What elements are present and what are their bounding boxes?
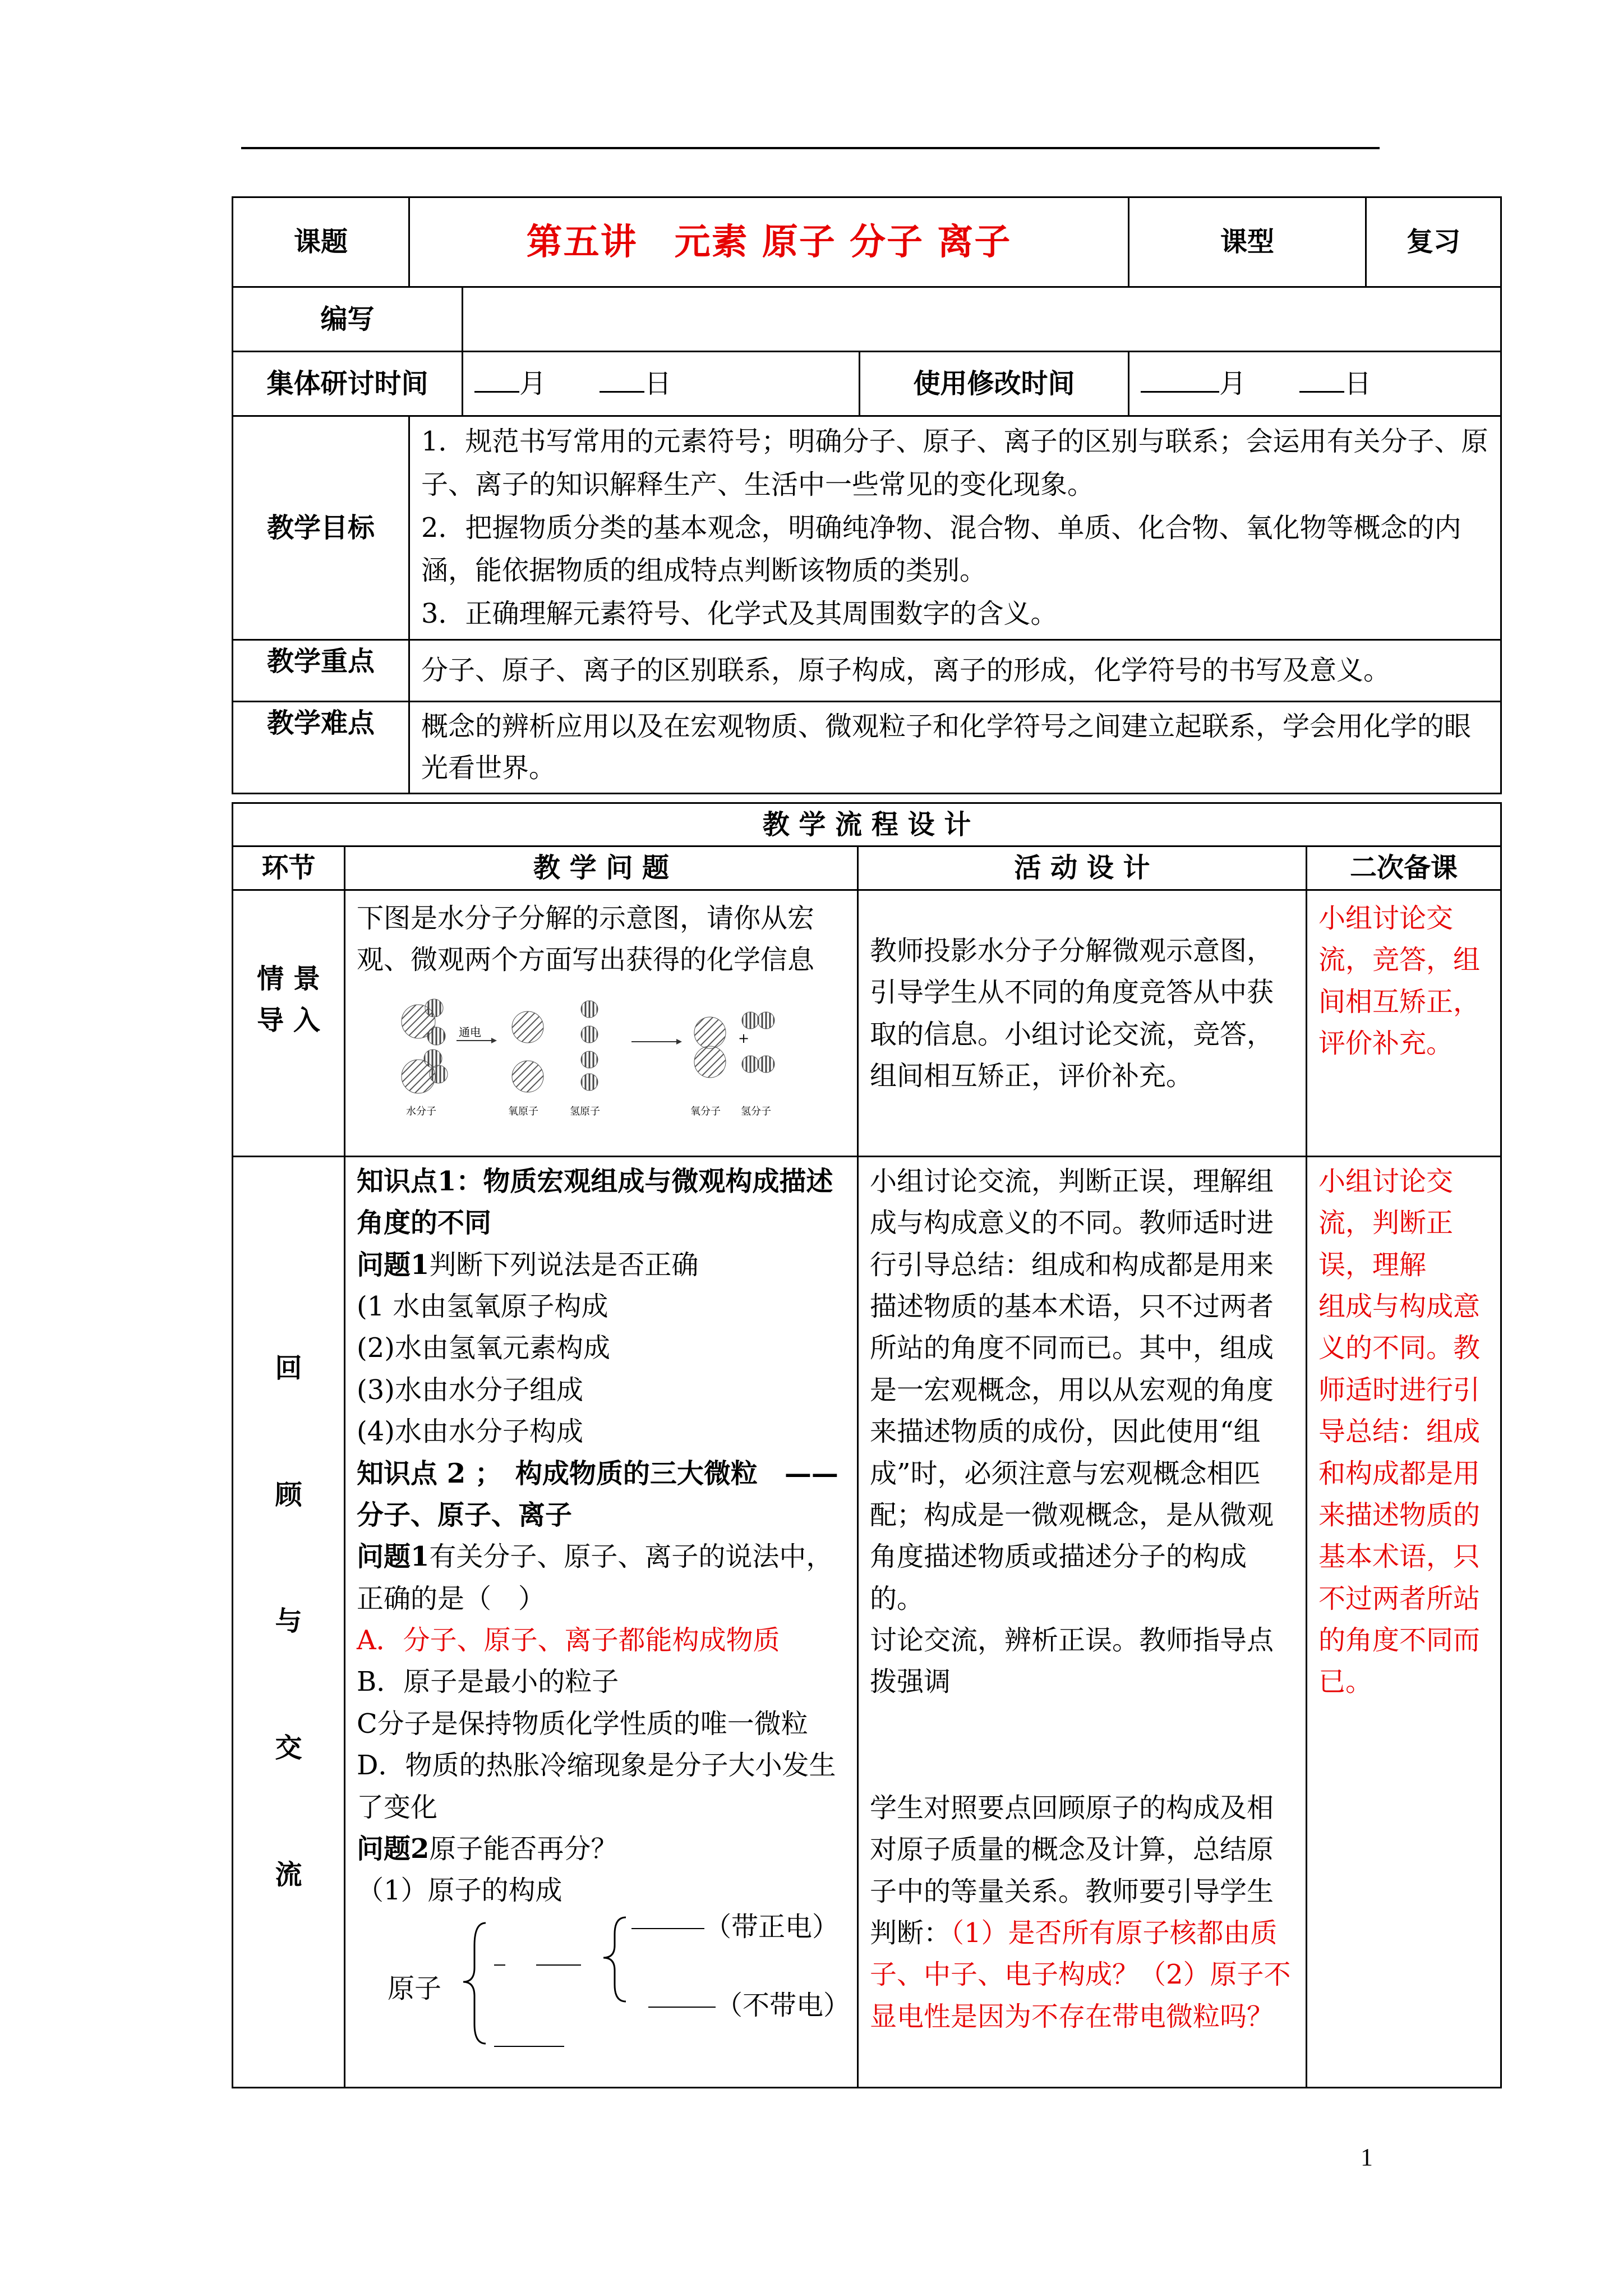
svg-text:+: + [738,1030,750,1046]
q1-item-3: (3)水由水分子组成 [357,1374,583,1406]
label-hydrogen-molecule: 氢分子 [741,1105,771,1117]
question-1: 问题1判断下列说法是否正确 [357,1249,699,1281]
page-title: 第五讲 元素 原子 分子 离子 [409,197,1129,287]
teaching-goals [409,416,1501,640]
stage-review: 回 顾 与 交 流 [233,1156,345,2087]
goal-1: 1．规范书写常用的元素符号；明确分子、原子、离子的区别与联系；会运用有关分子、原子、离子的知识解释生产、生活中一些常见的变化现象。 [421,426,1488,500]
col-stage: 环节 [233,846,345,890]
flow-title: 教 学 流 程 设 计 [233,803,1501,846]
intro-question-text: 下图是水分子分解的示意图，请你从宏观、微观两个方面写出获得的化学信息 [357,902,815,976]
author-field [463,287,1501,352]
goal-2: 2．把握物质分类的基本观念，明确纯净物、混合物、单质、化合物、氧化物等概念的内涵，能依据物质的组成特点判断该物质的类别。 [421,512,1461,587]
label-author: 编写 [233,287,463,352]
page-number: 1 [1361,2143,1373,2171]
activity-1: 小组讨论交流，判断正误，理解组成与构成意义的不同。教师适时进行引导总结：组成和构成都是用来描述物质的基本术语，只不过两者所站的角度不同而已。其中，组成是一宏观概念，用以从宏观的角度来描述物质的成份，因此使用“组成”时，必须注意与宏观概念相匹配；构成是一微观概念，是从微观角度描述物质或描述分子的构成的。 [870,1165,1274,1614]
q1-item-2: (2)水由氢氧元素构成 [357,1332,610,1364]
label-oxygen-molecule: 氧分子 [690,1105,721,1117]
use-time-field: 月 日 [1129,352,1501,416]
teaching-flow-table [232,802,1502,2088]
col-notes: 二次备课 [1307,846,1501,890]
label-neutral: （不带电） [716,1989,851,2021]
water-molecules [402,999,448,1093]
goal-3: 3．正确理解元素符号、化学式及其周围数字的含义。 [421,598,1058,630]
product-molecules [694,1012,774,1078]
q3-subtitle: （1）原子的构成 [357,1875,562,1907]
intro-question [345,890,858,1156]
option-b: B．原子是最小的粒子 [357,1666,619,1698]
label-use-time: 使用修改时间 [860,352,1129,416]
review-notes: 小组讨论交流，判断正误，理解 组成与构成意义的不同。教师适时进行引导总结：组成和构成都是用来描述物质的基本术语，只不过两者所站的角度不同而已。 [1307,1156,1501,2087]
q1-item-1: (1 水由氢氧原子构成 [357,1290,608,1322]
intro-notes: 小组讨论交流，竞答，组间相互矫正，评价补充。 [1307,890,1501,1156]
label-teaching-goals: 教学目标 [233,416,409,640]
q1-item-4: (4)水由水分子构成 [357,1416,583,1448]
question-3: 问题2原子能否再分？ [357,1833,618,1865]
stage-intro: 情 景 导 入 [233,890,345,1156]
label-topic: 课题 [233,197,409,287]
label-difficulties: 教学难点 [233,701,409,793]
key-points-text: 分子、原子、离子的区别联系，原子构成，离子的形成，化学符号的书写及意义。 [409,639,1501,701]
option-c: C分子是保持物质化学性质的唯一微粒 [357,1708,808,1740]
option-d: D．物质的热胀冷缩现象是分子大小发生了变化 [357,1750,836,1823]
intro-activity: 教师投影水分子分解微观示意图，引导学生从不同的角度竞答从中获取的信息。小组讨论交流，竞答，组间相互矫正，评价补充。 [858,890,1307,1156]
question-2: 问题1有关分子、原子、离子的说法中，正确的是（ ） [357,1541,833,1614]
header-rule [241,147,1380,149]
knowledge-point-1: 知识点1：物质宏观组成与微观构成描述角度的不同 [357,1165,833,1239]
review-activities [858,1156,1307,2087]
option-a: A．分子、原子、离子都能构成物质 [357,1625,780,1657]
label-key-points: 教学重点 [233,639,409,701]
label-positive: （带正电） [704,1911,840,1943]
label-group-time: 集体研讨时间 [233,352,463,416]
activity-3: 学生对照要点回顾原子的构成及相对原子质量的概念及计算，总结原子中的等量关系。教师要引导学生判断：（1）是否所有原子核都由质子、中子、电子构成？（2）原子不显电性是因为不存在带电微粒吗？ [870,1792,1291,2032]
label-oxygen-atom: 氧原子 [508,1105,538,1117]
knowledge-point-2: 知识点 2 ； 构成物质的三大微粒 ——分子、原子、离子 [357,1457,838,1531]
label-water-molecule: 水分子 [406,1105,436,1117]
col-question: 教 学 问 题 [345,846,858,890]
label-atom: 原子 [388,1972,442,2004]
label-hydrogen-atom: 氢原子 [570,1105,600,1117]
label-course-type: 课型 [1129,197,1366,287]
difficulties-text: 概念的辨析应用以及在宏观物质、微观粒子和化学符号之间建立起联系，学会用化学的眼光看世界。 [409,701,1501,793]
activity-2: 讨论交流，辨析正误。教师指导点拨强调 [870,1625,1274,1698]
review-questions [345,1156,858,2087]
group-time-field: 月 日 [463,352,860,416]
separated-atoms [512,1001,598,1092]
atom-structure-diagram [357,1911,851,2052]
water-decomposition-diagram [396,992,822,1121]
course-type-value: 复习 [1366,197,1501,287]
col-activity: 活 动 设 计 [858,846,1307,890]
course-info-table [232,196,1502,794]
arrow-label: 通电 [459,1026,481,1039]
